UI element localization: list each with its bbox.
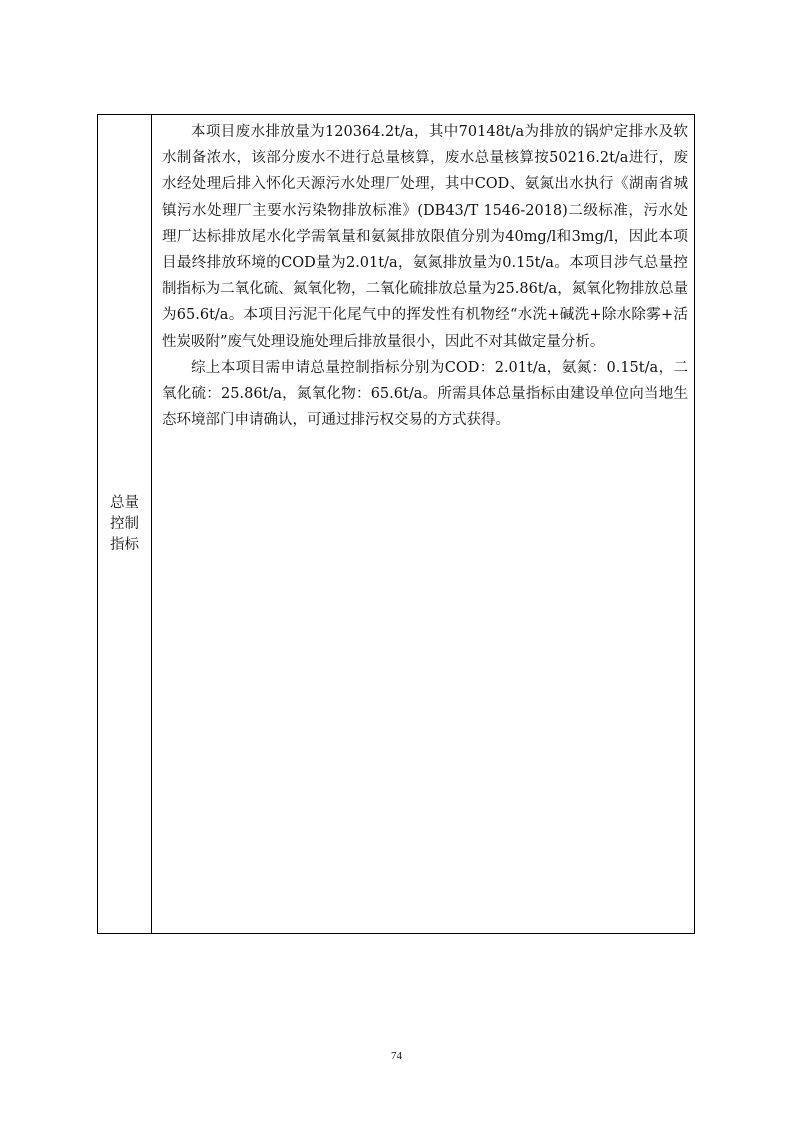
paragraph-summary: 综上本项目需申请总量控制指标分别为COD：2.01t/a，氨氮：0.15t/a，二氧化硫：25.86t/a，氮氧化物：65.6t/a。所需具体总量指标由建设单位向当地生态环境部门申请确认，可通过排污权交易的方式获得。: [162, 359, 688, 429]
paragraph-wastewater-emissions: 本项目废水排放量为120364.2t/a，其中70148t/a为排放的锅炉定排水及软水制备浓水，该部分废水不进行总量核算，废水总量核算按50216.2t/a进行，废水经处理后排入怀化天源污水处理厂处理，其中COD、氨氮出水执行《湖南省城镇污水处理厂主要水污染物排放标准》(DB43/T 1546-2018)二级标准，污水处理厂达标排放尾水化学需氧量和氨氮排放限值分别为40mg/l和3mg/l，因此本项目最终排放环境的COD量为2.01t/a，氨氮排放量为0.15t/a。本项目涉气总量控制指标为二氧化硫、氮氧化物，二氧化硫排放总量为25.86t/a，氮氧化物排放总量为65.6t/a。本项目污泥干化尾气中的挥发性有机物经“水洗+碱洗+除水除雾+活性炭吸附”废气处理设施处理后排放量很小，因此不对其做定量分析。: [162, 124, 688, 350]
page-number: 74: [391, 1050, 402, 1062]
label-cell: [98, 115, 152, 933]
content-cell: [152, 115, 694, 933]
row-label: 总量控制指标: [110, 494, 139, 553]
total-control-table: [97, 114, 695, 934]
